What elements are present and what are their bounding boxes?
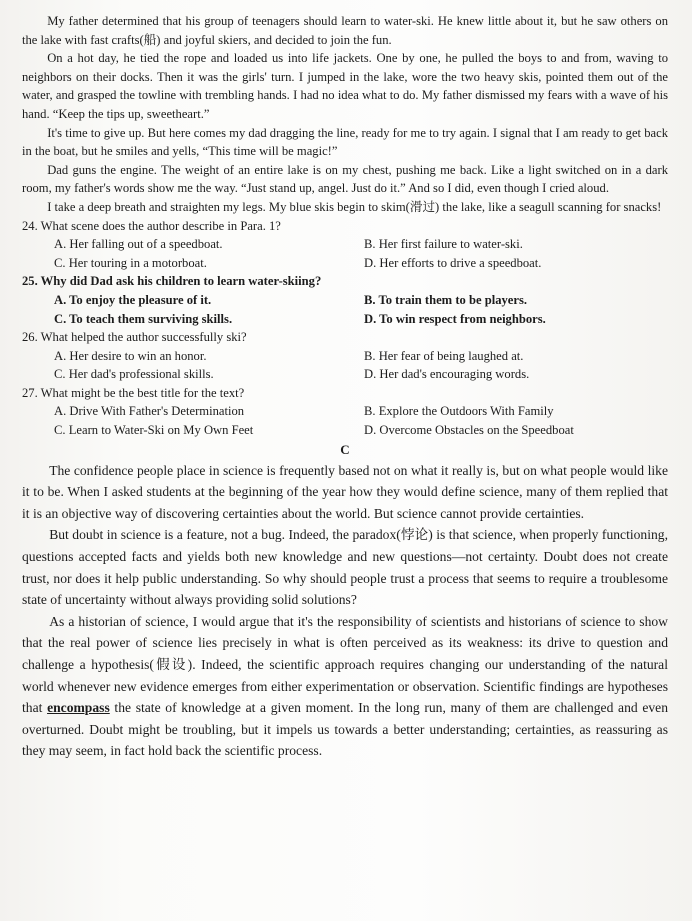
passage-b-paragraph-4: Dad guns the engine. The weight of an entire lake is on my chest, pushing me back. Like a light switched on in a dark room, my father's words show me the way. “Just stand up, angel. Just do it.” And so I did, even though I cried aloud.	[22, 162, 668, 196]
passage-b	[22, 12, 668, 440]
question-stem: 24. What scene does the author describe in Para. 1?	[22, 218, 281, 233]
option-b: B. To train them to be players.	[364, 292, 528, 307]
passage-c-paragraph-1: The confidence people place in science is frequently based not on what it really is, but on what people would like it to be. When I asked students at the beginning of the year how they would define science, many of them replied that it is an objective way of discovering certainties about the world. But science cannot provide certainties.	[22, 462, 668, 521]
question-25	[22, 272, 668, 328]
section-c-heading: C	[340, 441, 350, 457]
underlined-keyword: encompass	[47, 700, 110, 716]
option-b: B. Her first failure to water-ski.	[364, 237, 523, 252]
option-d: D. To win respect from neighbors.	[364, 311, 546, 326]
option-a: A. To enjoy the pleasure of it.	[54, 292, 212, 307]
option-d: D. Overcome Obstacles on the Speedboat	[364, 423, 574, 438]
passage-c-paragraph-3	[22, 611, 668, 762]
option-a: A. Her falling out of a speedboat.	[54, 237, 223, 252]
option-c: C. To teach them surviving skills.	[54, 311, 233, 326]
question-26	[22, 328, 668, 384]
option-b: B. Explore the Outdoors With Family	[364, 404, 554, 419]
passage-b-paragraph-2: On a hot day, he tied the rope and loaded us into life jackets. One by one, he pulled the boys to and from, waving to neighbors on their docks. Then it was the girls' turn. I jumped in the lake, wore the two heavy skis, pointed them out of the water, and grasped the towline with trembling hands. I had no idea what to do. My father dismissed my fears with a wave of his hand. “Keep the tips up, sweetheart.”	[22, 51, 668, 121]
option-b: B. Her fear of being laughed at.	[364, 348, 524, 363]
passage-b-paragraph-1: My father determined that his group of teenagers should learn to water-ski. He knew little about it, but he saw others on the lake with fast crafts(船) and joyful skiers, and decided to join the fun.	[22, 14, 668, 47]
passage-c-paragraph-3-text: As a historian of science, I would argue that it's the responsibility of scientists and historians of science to show that the real power of science lies precisely in what is often perceived as its weakness: its drive to question and challenge a hypothesis(假设). Indeed, the scientific approach requires changing our understanding of the natural world whenever new evidence emerges from either experimentation or observation. Scientific findings are hypotheses that	[22, 613, 668, 716]
passage-b-paragraph-3: It's time to give up. But here comes my dad dragging the line, ready for me to try again. I signal that I am ready to get back in the boat, but he smiles and yells, “This time will be magic!”	[22, 125, 668, 159]
option-c: C. Her touring in a motorboat.	[54, 255, 207, 270]
question-stem: 26. What helped the author successfully ski?	[22, 330, 247, 345]
passage-b-paragraph-5: I take a deep breath and straighten my legs. My blue skis begin to skim(滑过) the lake, like a seagull scanning for snacks!	[47, 199, 662, 214]
question-stem: 27. What might be the best title for the text?	[22, 385, 245, 400]
option-a: A. Her desire to win an honor.	[54, 348, 207, 363]
passage-c	[22, 460, 668, 762]
question-27	[22, 384, 668, 440]
option-a: A. Drive With Father's Determination	[54, 404, 245, 419]
passage-c-paragraph-3-text-end: the state of knowledge at a given moment. In the long run, many of them are challenged and even overturned. Doubt might be troubling, but it impels us towards a better understanding; certainties, as reassuring as they may seem, in fact hold back the scientific process.	[22, 700, 668, 759]
question-24	[22, 217, 668, 273]
option-c: C. Her dad's professional skills.	[54, 367, 214, 382]
passage-c-paragraph-2: But doubt in science is a feature, not a bug. Indeed, the paradox(悖论) is that science, when properly functioning, questions accepted facts and yields both new knowledge and new questions—not certainty. Doubt does not create trust, nor does it help public understanding. So why should people trust a process that seems to require a troublesome state of uncertainty without always providing solid solutions?	[22, 527, 668, 608]
option-c: C. Learn to Water-Ski on My Own Feet	[54, 423, 254, 438]
option-d: D. Her dad's encouraging words.	[364, 367, 530, 382]
question-stem: 25. Why did Dad ask his children to learn water-skiing?	[22, 274, 322, 289]
option-d: D. Her efforts to drive a speedboat.	[364, 255, 542, 270]
